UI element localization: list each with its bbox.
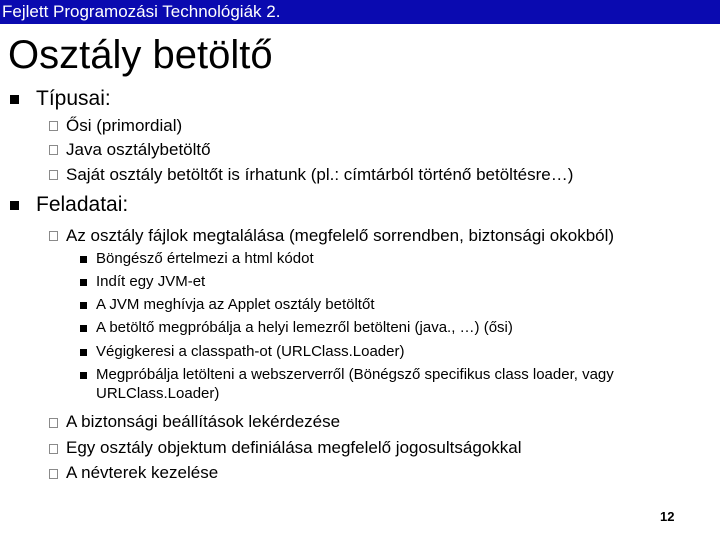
sub-item-5: Végigkeresi a classpath-ot (URLClass.Loader) — [96, 343, 405, 360]
bullet-square-icon — [80, 349, 87, 356]
checkbox-bullet-icon — [49, 444, 58, 454]
types-label: Típusai: — [36, 87, 111, 110]
tasks-item-1: Az osztály fájlok megtalálása (megfelelő sorrendben, biztonsági okokból) — [66, 226, 615, 245]
sub-item-2: Indít egy JVM-et — [96, 273, 206, 290]
page-number: 12 — [660, 509, 675, 524]
checkbox-bullet-icon — [49, 418, 58, 428]
bullet-square-icon — [80, 372, 87, 379]
sub-item-3: A JVM meghívja az Applet osztály betöltőt — [96, 296, 375, 313]
bullet-square-icon — [10, 95, 19, 104]
header-bar — [0, 0, 720, 24]
tasks-item-2: A biztonsági beállítások lekérdezése — [66, 412, 341, 431]
bullet-square-icon — [10, 201, 19, 210]
checkbox-bullet-icon — [49, 170, 58, 180]
tasks-item-4: A névterek kezelése — [66, 463, 219, 482]
bullet-square-icon — [80, 325, 87, 332]
slide-title: Osztály betöltő — [8, 33, 273, 77]
checkbox-bullet-icon — [49, 469, 58, 479]
tasks-item-3: Egy osztály objektum definiálása megfelelő jogosultságokkal — [66, 438, 522, 457]
types-item-2: Java osztálybetöltő — [66, 140, 211, 159]
sub-item-4: A betöltő megpróbálja a helyi lemezről betölteni (java., …) (ősi) — [96, 319, 513, 336]
checkbox-bullet-icon — [49, 231, 58, 241]
checkbox-bullet-icon — [49, 145, 58, 155]
types-item-3: Saját osztály betöltőt is írhatunk (pl.: címtárból történő betöltésre…) — [66, 165, 574, 184]
bullet-square-icon — [80, 302, 87, 309]
sub-item-6: Megpróbálja letölteni a webszerverről (Bönégsző specifikus class loader, vagy URLClass.Loader) — [96, 366, 614, 402]
checkbox-bullet-icon — [49, 121, 58, 131]
bullet-square-icon — [80, 279, 87, 286]
header-title: Fejlett Programozási Technológiák 2. — [2, 2, 281, 21]
sub-item-1: Böngésző értelmezi a html kódot — [96, 250, 314, 267]
bullet-square-icon — [80, 256, 87, 263]
tasks-label: Feladatai: — [36, 193, 129, 216]
types-item-1: Ősi (primordial) — [66, 116, 183, 135]
